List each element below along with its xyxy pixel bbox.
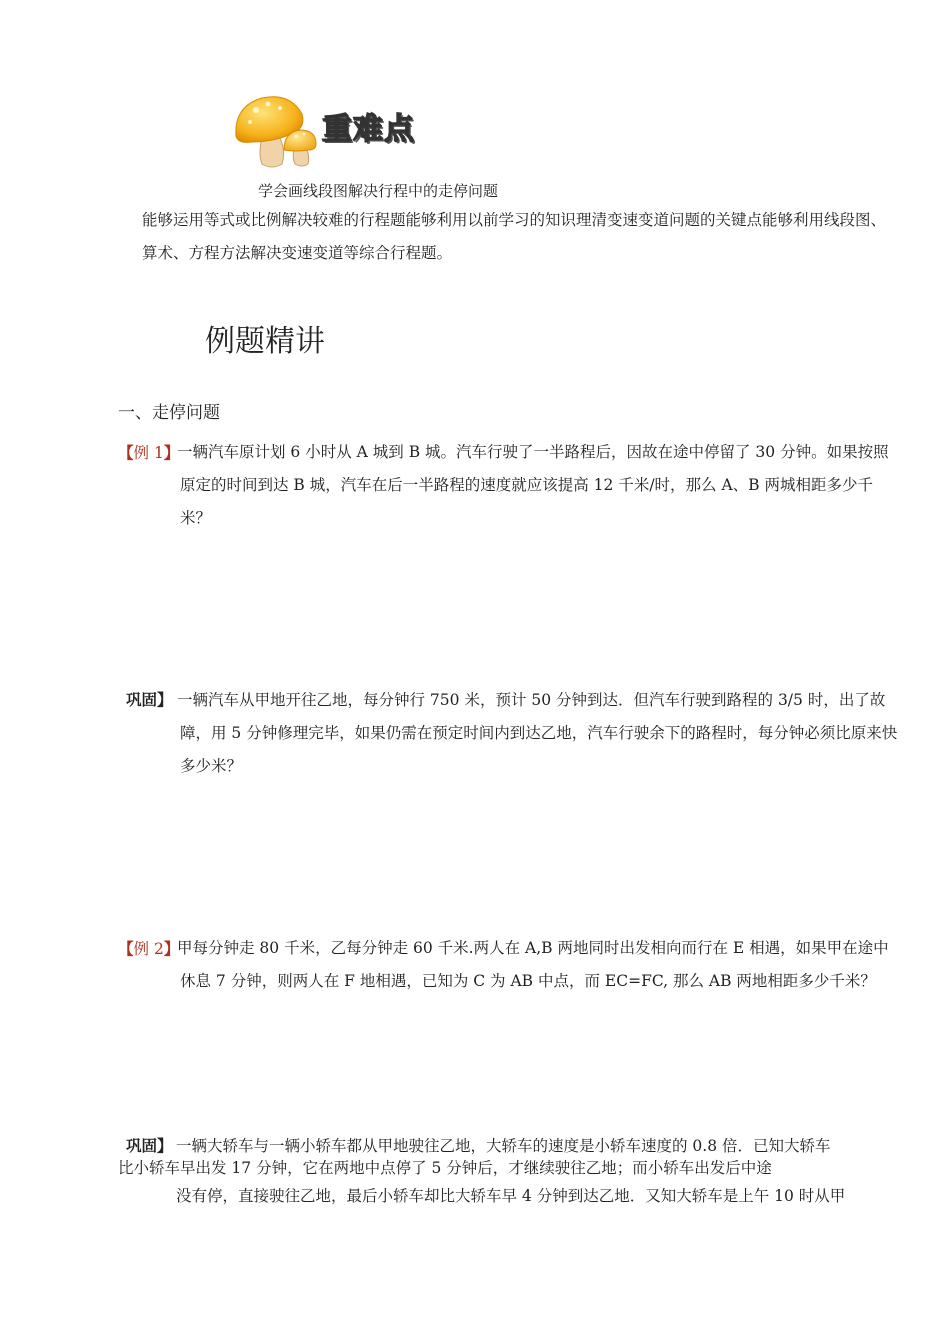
practice-1-text: 一辆汽车从甲地开往乙地，每分钟行 750 米，预计 50 分钟到达．但汽车行驶到路程的 3/5 时，出了故障，用 5 分钟修理完毕，如果仍需在预定时间内到达乙地，汽车行驶余下的路程时，每分钟必须比原来快多少米？: [177, 691, 898, 775]
key-points-heading: 重难点: [322, 112, 415, 147]
practice-2-line-3: 没有停，直接驶往乙地，最后小轿车却比大轿车早 4 分钟到达乙地．又知大轿车是上午 10 时从甲: [176, 1187, 846, 1205]
section-title: 例题精讲: [205, 324, 325, 359]
example-2: [118, 932, 898, 998]
practice-1: [118, 684, 898, 783]
example-2-label: 【例 2】: [118, 939, 180, 958]
example-1-label: 【例 1】: [118, 443, 180, 462]
example-1: [118, 436, 898, 535]
mushroom-icon: [232, 92, 320, 170]
example-2-text: 甲每分钟走 80 千米，乙每分钟走 60 千米.两人在 A,B 两地同时出发相向而行在 E 相遇，如果甲在途中休息 7 分钟，则两人在 F 地相遇，已知为 C 为 AB 中点，而 EC=FC, 那么 AB 两地相距多少千米？: [177, 939, 889, 990]
practice-2-line-2: 比小轿车早出发 17 分钟，它在两地中点停了 5 分钟后，才继续驶往乙地；而小轿车出发后中途: [118, 1159, 772, 1177]
sub-section-title: 一、走停问题: [118, 403, 220, 423]
goal-line-1: 学会画线段图解决行程中的走停问题: [258, 182, 499, 200]
practice-2-label: 巩固】: [126, 1137, 173, 1155]
practice-1-label: 巩固】: [126, 691, 173, 709]
goal-paragraph: 能够运用等式或比例解决较难的行程题能够利用以前学习的知识理清变速变道问题的关键点能够利用线段图、算术、方程方法解决变速变道等综合行程题。: [142, 211, 887, 262]
example-1-text: 一辆汽车原计划 6 小时从 A 城到 B 城。汽车行驶了一半路程后，因故在途中停留了 30 分钟。如果按照原定的时间到达 B 城，汽车在后一半路程的速度就应该提高 12 千米/时，那么 A、B 两城相距多少千米？: [177, 443, 889, 527]
practice-2-line-1: 一辆大轿车与一辆小轿车都从甲地驶往乙地，大轿车的速度是小轿车速度的 0.8 倍．已知大轿车: [176, 1137, 831, 1155]
